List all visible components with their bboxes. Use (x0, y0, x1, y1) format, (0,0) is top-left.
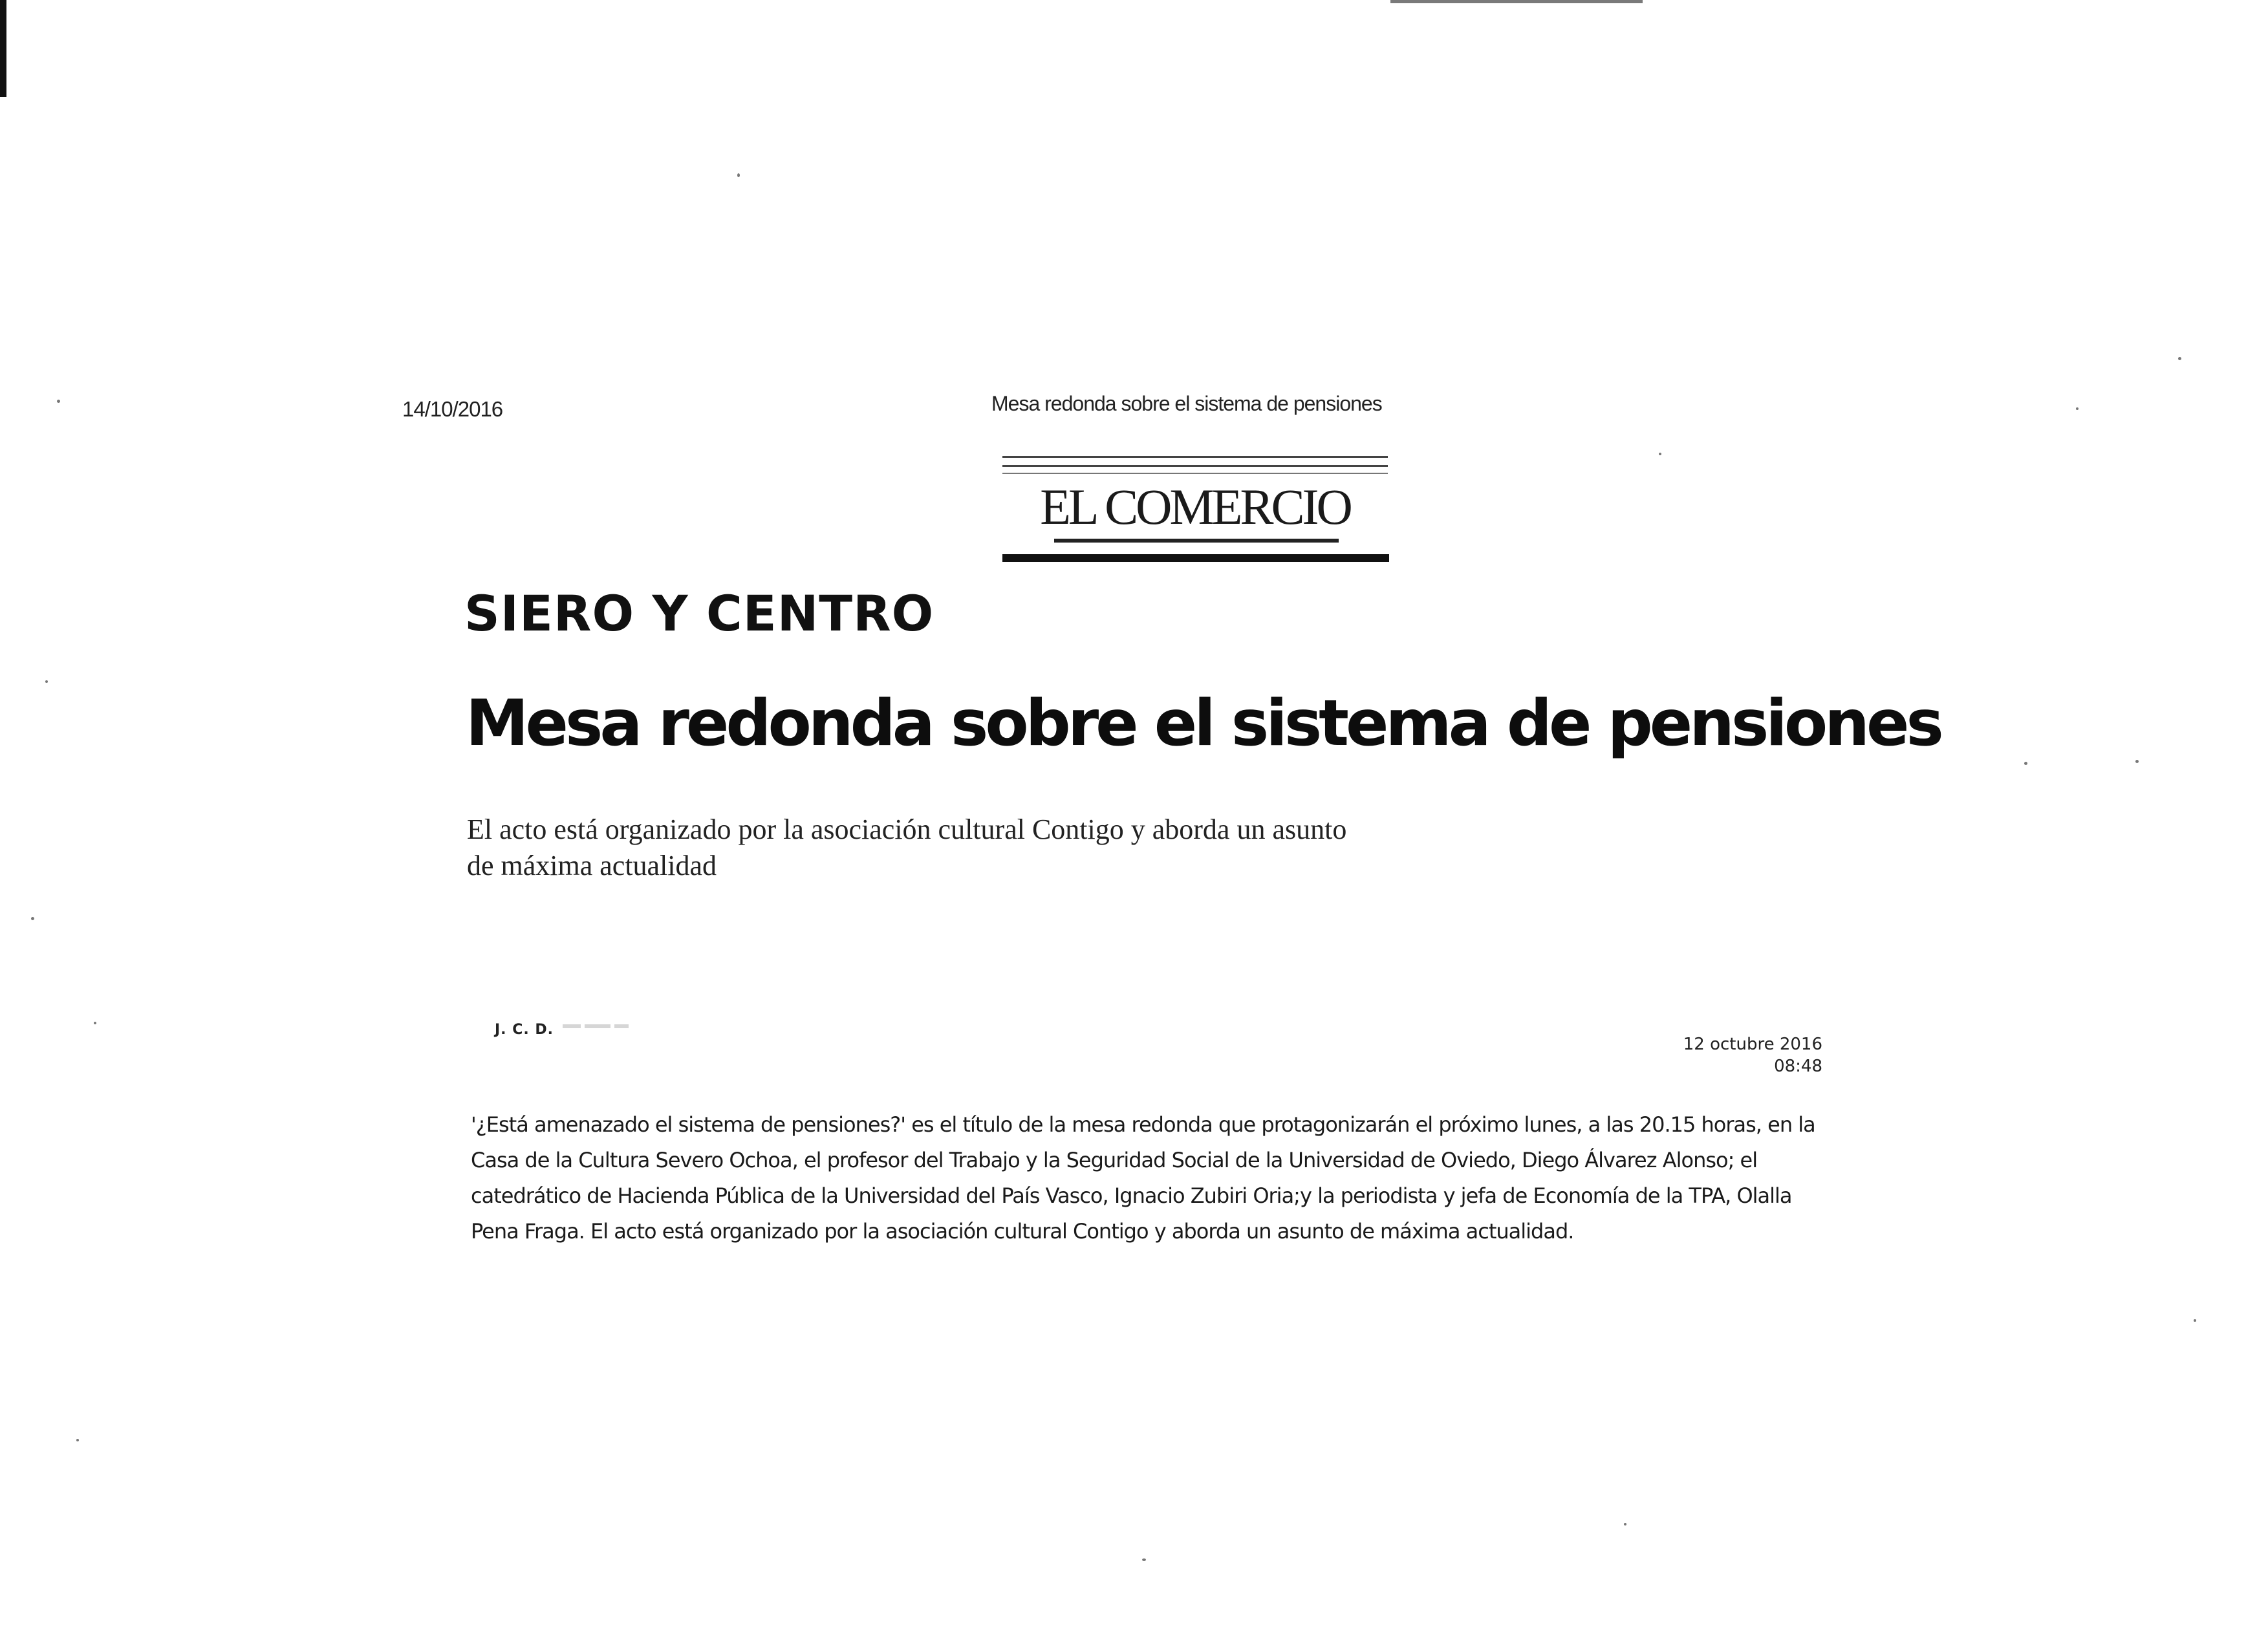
masthead-rule (1002, 456, 1388, 458)
print-date: 14/10/2016 (402, 397, 503, 421)
masthead-logo (1002, 456, 1390, 566)
scan-speck (1624, 1523, 1626, 1525)
section-label: SIERO Y CENTRO (464, 585, 934, 642)
scan-speck (737, 173, 740, 177)
scan-speck (1659, 453, 1661, 455)
masthead-bottom-bar (1002, 554, 1389, 562)
scan-speck (2178, 357, 2181, 360)
article-headline: Mesa redonda sobre el sistema de pensiones (466, 687, 1941, 760)
publication-time: 08:48 (1774, 1057, 1822, 1076)
scan-speck (31, 917, 34, 920)
masthead-logo-text: EL COMERCIO (1040, 479, 1350, 535)
scan-speck (2135, 760, 2139, 763)
publication-datetime (1683, 1033, 1822, 1077)
scan-edge-mark (0, 0, 6, 97)
print-page-title: Mesa redonda sobre el sistema de pensiones (991, 392, 1382, 415)
publication-date: 12 octubre 2016 (1683, 1035, 1822, 1054)
faded-author-detail (563, 1019, 634, 1032)
scan-speck (57, 400, 60, 403)
masthead-underline (1054, 539, 1339, 543)
scan-speck (2194, 1319, 2196, 1322)
scan-speck (1142, 1558, 1146, 1561)
scan-speck (76, 1439, 79, 1441)
masthead-rule (1002, 473, 1388, 474)
masthead-rule (1002, 465, 1388, 467)
article-body: '¿Está amenazado el sistema de pensiones?' es el título de la mesa redonda que protagonizarán el próximo lunes, a las 20.15 horas, en la Casa de la Cultura Severo Ochoa, el profesor del Trabajo y la Seguridad Social de la Universidad de Oviedo, Diego Álvarez Alonso; el catedrático de Hacienda Pública de la Universidad del País Vasco, Ignacio Zubiri Oria;y la periodista y jefa de Economía de la TPA, Olalla Pena Fraga. El acto está organizado por la asociación cultural Contigo y aborda un asunto de máxima actualidad. (471, 1112, 1815, 1244)
article-subtitle: El acto está organizado por la asociación cultural Contigo y aborda un asunto de máxima actualidad (467, 814, 1347, 881)
scan-speck (94, 1022, 96, 1024)
scan-speck (45, 680, 48, 683)
scan-speck (2076, 407, 2079, 410)
scan-smudge (1390, 0, 1643, 3)
scan-speck (2024, 762, 2027, 765)
article-author: J. C. D. (495, 1022, 554, 1038)
